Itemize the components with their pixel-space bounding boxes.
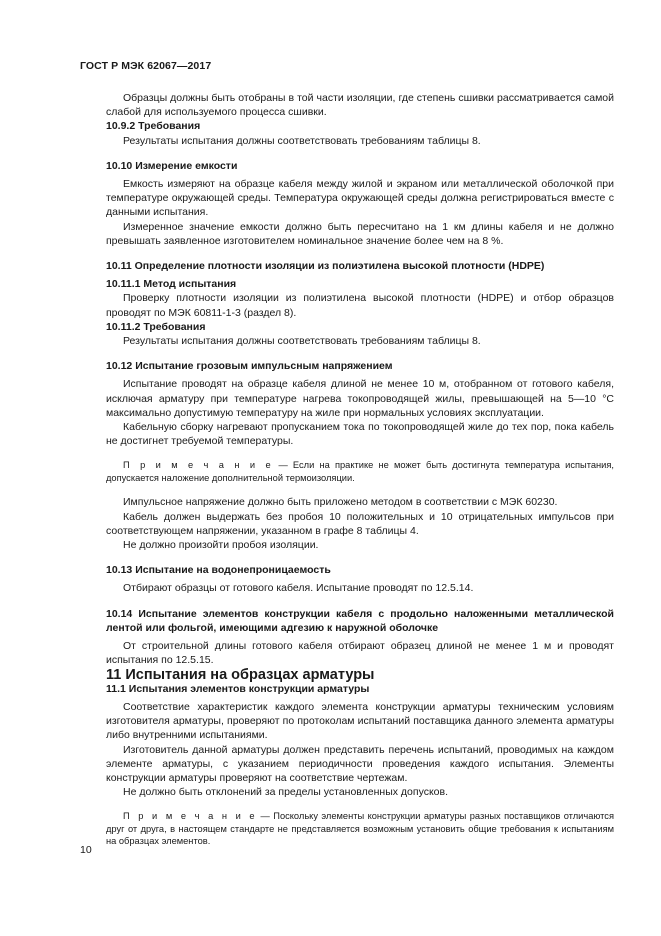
paragraph: Образцы должны быть отобраны в той части изоляции, где степень сшивки рассматривается самой слабой для используемого процесса сшивки. — [106, 92, 614, 119]
paragraph: Кабель должен выдержать без пробоя 10 положительных и 10 отрицательных импульсов при соответствующем напряжении, указанном в графе 8 таблицы 4. — [106, 510, 614, 537]
document-header: ГОСТ Р МЭК 62067—2017 — [80, 60, 212, 72]
paragraph: Импульсное напряжение должно быть приложено методом в соответствии с МЭК 60230. — [123, 496, 558, 509]
section-heading-10-13: 10.13 Испытание на водонепроницаемость — [106, 564, 331, 577]
section-heading-10-11-2: 10.11.2 Требования — [106, 320, 206, 333]
paragraph: Отбирают образцы от готового кабеля. Испытание проводят по 12.5.14. — [123, 582, 474, 595]
section-heading-10-12: 10.12 Испытание грозовым импульсным напряжением — [106, 360, 393, 373]
note — [106, 810, 614, 848]
section-heading-10-11-1: 10.11.1 Метод испытания — [106, 278, 237, 291]
paragraph: Емкость измеряют на образце кабеля между жилой и экраном или металлической оболочкой при температуре окружающей среды. Температура окружающей среды должна регистрироваться вместе с данными испытания. — [106, 178, 614, 219]
section-heading-10-10: 10.10 Измерение емкости — [106, 159, 238, 172]
paragraph: Проверку плотности изоляции из полиэтилена высокой плотности (HDPE) и отбор образцов проводят по МЭК 60811-1-3 (раздел 8). — [106, 292, 614, 319]
section-heading-11: 11 Испытания на образцах арматуры — [106, 666, 375, 683]
paragraph: От строительной длины готового кабеля отбирают образец длиной не менее 1 м и проводят испытания по 12.5.15. — [106, 640, 614, 667]
section-heading-10-9-2: 10.9.2 Требования — [106, 120, 201, 133]
document-body — [106, 91, 614, 848]
paragraph: Кабельную сборку нагревают пропусканием тока по токопроводящей жиле до тех пор, пока кабель не достигнет требуемой температуры. — [106, 421, 614, 448]
paragraph: Результаты испытания должны соответствовать требованиям таблицы 8. — [123, 134, 481, 147]
paragraph: Соответствие характеристик каждого элемента конструкции арматуры техническим условиям изготовителя арматуры, проверяют по протоколам испытаний поставщика данного элемента арматуры либо внутренними испытаниями. — [106, 700, 614, 742]
paragraph: Испытание проводят на образце кабеля длиной не менее 10 м, отобранном от готового кабеля, исключая арматуру при температуре нагрева токопроводящей жилы, превышающей на 5—10 °С максимально допустимую температуру на жиле при нормальных условиях эксплуатации. — [106, 378, 614, 419]
note-text: — Поскольку элементы конструкции арматуры разных поставщиков отличаются друг от друга, в настоящем стандарте не представляется возможным установить общие требования к испытаниям на образцах элементов. — [106, 811, 614, 847]
section-heading-11-1: 11.1 Испытания элементов конструкции арматуры — [106, 682, 370, 695]
paragraph: Изготовитель данной арматуры должен представить перечень испытаний, проводимых на каждом элементе арматуры, с указанием периодичности проведения каждого испытания. Элементы конструкции арматуры проверяют на соответствие чертежам. — [106, 743, 614, 784]
note-label: П р и м е ч а н и е — [123, 811, 258, 822]
paragraph: Не должно быть отклонений за пределы установленных допусков. — [123, 786, 448, 799]
paragraph: Не должно произойти пробоя изоляции. — [123, 539, 319, 552]
section-heading-10-14: 10.14 Испытание элементов конструкции кабеля с продольно наложенными металлической лентой или фольгой, имеющими адгезию к наружной оболочке — [106, 607, 614, 634]
note — [106, 459, 614, 484]
note-text: — Если на практике не может быть достигнута температура испытания, допускается наложение дополнительной термоизоляции. — [106, 460, 614, 483]
note-label: П р и м е ч а н и е — [123, 460, 274, 471]
page-number: 10 — [80, 844, 92, 856]
paragraph: Результаты испытания должны соответствовать требованиям таблицы 8. — [123, 335, 481, 348]
paragraph: Измеренное значение емкости должно быть пересчитано на 1 км длины кабеля и не должно превышать заявленное изготовителем номинальное значение более чем на 8 %. — [106, 220, 614, 247]
section-heading-10-11: 10.11 Определение плотности изоляции из полиэтилена высокой плотности (HDPE) — [106, 260, 545, 273]
